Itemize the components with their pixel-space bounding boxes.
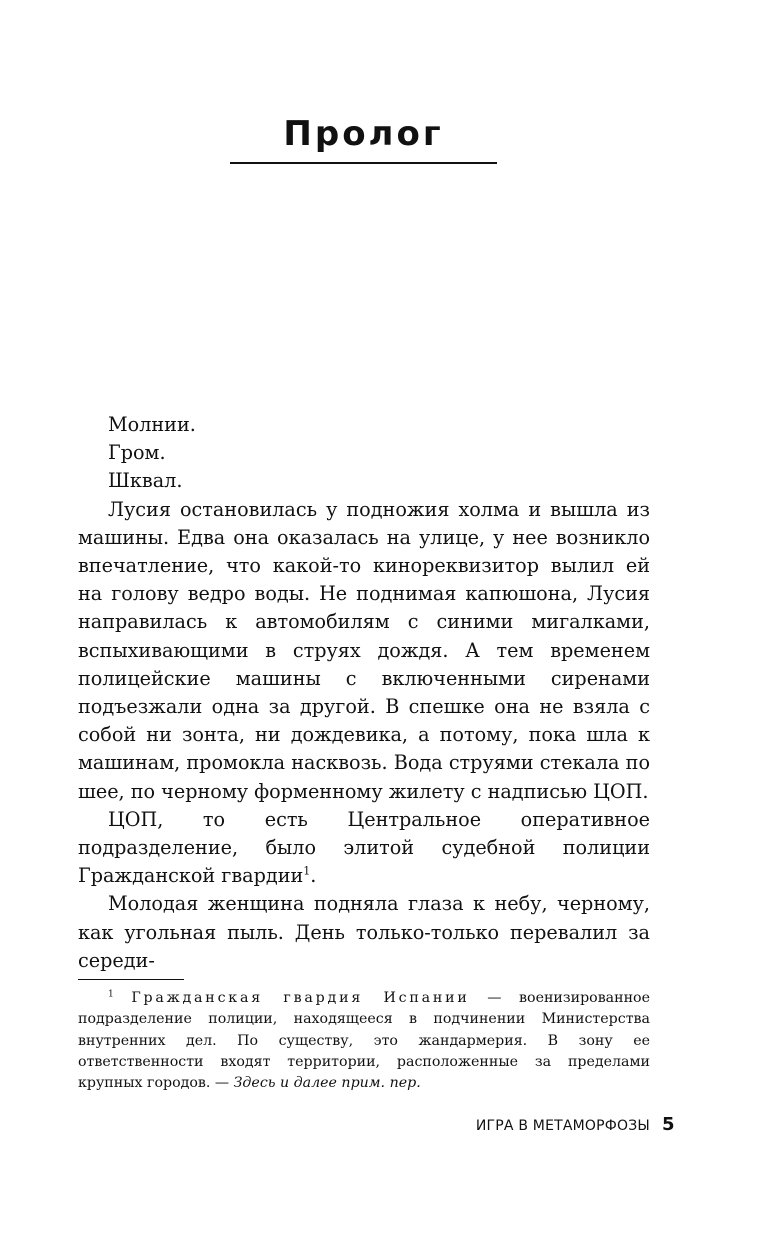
footnote xyxy=(78,988,650,1094)
body-text xyxy=(78,411,650,975)
paragraph-1: Молнии. xyxy=(108,413,196,436)
paragraph-5 xyxy=(78,806,650,891)
paragraph-4: Лусия остановилась у подножия холма и вышла из машины. Едва она оказалась на улице, у нее возникло впечатление, что какой-то кинореквизитор вылил ей на голову ведро воды. Не поднимая капюшона, Лусия направилась к автомобилям с синими мигалками, вспыхивающими в струях дождя. А тем временем полицейские машины с включенными сиренами подъезжали одна за другой. В спешке она не взяла с собой ни зонта, ни дождевика, а потому, пока шла к машинам, промокла насквозь. Вода струями стекала по шее, по черному форменному жилету с надписью ЦОП. xyxy=(78,497,650,803)
page-number: 5 xyxy=(662,1114,675,1135)
paragraph-3: Шквал. xyxy=(108,469,183,493)
paragraph-5-text: ЦОП, то есть Центральное оперативное подразделение, было элитой судебной полиции Гражданской гвардии xyxy=(78,807,650,888)
footnote-reference[interactable]: 1 xyxy=(303,864,311,878)
paragraph-2: Гром. xyxy=(108,441,166,465)
footnote-number: 1 xyxy=(108,989,114,1000)
footnote-text: — военизированное подразделение полиции, находящееся в подчинении Министерства внутренних дел. По существу, это жандармерия. В зону ее ответственности входят территории, расположенные за пределами крупных городов. — xyxy=(78,990,650,1092)
footnote-separator xyxy=(78,979,184,980)
paragraph-5-end: . xyxy=(310,864,317,888)
translator-note: Здесь и далее прим. пер. xyxy=(233,1075,421,1092)
chapter-title: Пролог xyxy=(283,114,444,154)
paragraph-6: Молодая женщина подняла глаза к небу, черному, как угольная пыль. День только-только перевалил за середи- xyxy=(78,892,650,972)
running-footer-title: ИГРА В МЕТАМОРФОЗЫ xyxy=(475,1118,650,1134)
title-underline xyxy=(230,162,497,164)
footnote-term: Гражданская гвардия Испании xyxy=(131,990,470,1006)
